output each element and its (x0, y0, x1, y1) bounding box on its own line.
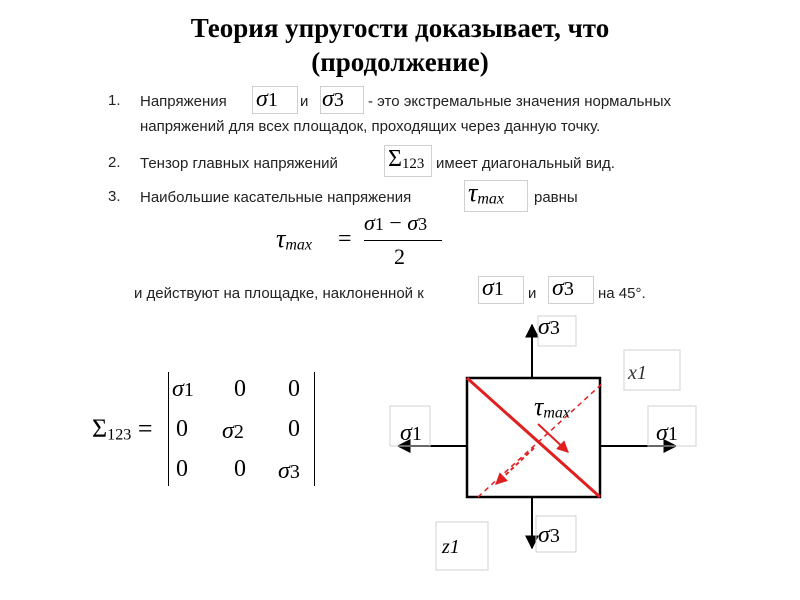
matrix-a12: 0 (234, 376, 246, 402)
page-title: Теория упругости доказывает, что (190, 13, 610, 43)
item-1-text-c: - это экстремальные значения нормальных (368, 93, 671, 110)
item-3-text-b: равны (534, 189, 578, 206)
acting-text-b: и (528, 285, 537, 302)
diagram-sigma1-right: σ1 (656, 420, 678, 446)
matrix-a33: σ3 (278, 458, 300, 484)
acting-sigma1: σ1 (482, 275, 504, 301)
formula-denominator: 2 (394, 244, 405, 269)
x1-axis-label: x1 (628, 362, 647, 384)
item-2-text-b: имеет диагональный вид. (436, 155, 615, 172)
formula-equals: = (338, 226, 352, 252)
acting-sigma3: σ3 (552, 275, 574, 301)
item-1-text-d: напряжений для всех площадок, проходящих через данную точку. (140, 118, 601, 135)
matrix-a31: 0 (176, 456, 188, 482)
matrix-a13: 0 (288, 376, 300, 402)
sigma3-symbol: σ3 (322, 86, 344, 112)
matrix-sigma123: Σ123 = (92, 414, 153, 444)
matrix-a23: 0 (288, 416, 300, 442)
diagram-sigma3-top: σ3 (538, 314, 560, 340)
item-1-number: 1. (108, 92, 121, 109)
matrix-a21: 0 (176, 416, 188, 442)
item-2-number: 2. (108, 154, 121, 171)
item-1-text-a: Напряжения (140, 93, 227, 110)
sigma1-symbol: σ1 (256, 86, 278, 112)
matrix-a32: 0 (234, 456, 246, 482)
diagram-tau-max: τmax (534, 392, 570, 422)
acting-text-a: и действуют на площадке, наклоненной к (134, 285, 424, 302)
formula-numerator: σ1 − σ3 (364, 210, 428, 235)
item-3-text-a: Наибольшие касательные напряжения (140, 189, 412, 206)
diagram-sigma3-bottom: σ3 (538, 522, 560, 548)
matrix-a22: σ2 (222, 418, 244, 444)
item-2-text-a: Тензор главных напряжений (140, 155, 338, 172)
formula-tau-max: τmax (276, 224, 312, 254)
matrix-a11: σ1 (172, 376, 194, 402)
item-3-number: 3. (108, 188, 121, 205)
page-subtitle: (продолжение) (311, 47, 489, 77)
acting-text-c: на 45°. (598, 285, 646, 302)
sigma123-symbol: Σ123 (388, 146, 425, 173)
diagram-sigma1-left: σ1 (400, 420, 422, 446)
z1-axis-label: z1 (442, 536, 460, 558)
item-1-text-b: и (300, 93, 309, 110)
tau-arrow-lower (496, 448, 534, 484)
tau-max-symbol: τmax (468, 178, 504, 208)
